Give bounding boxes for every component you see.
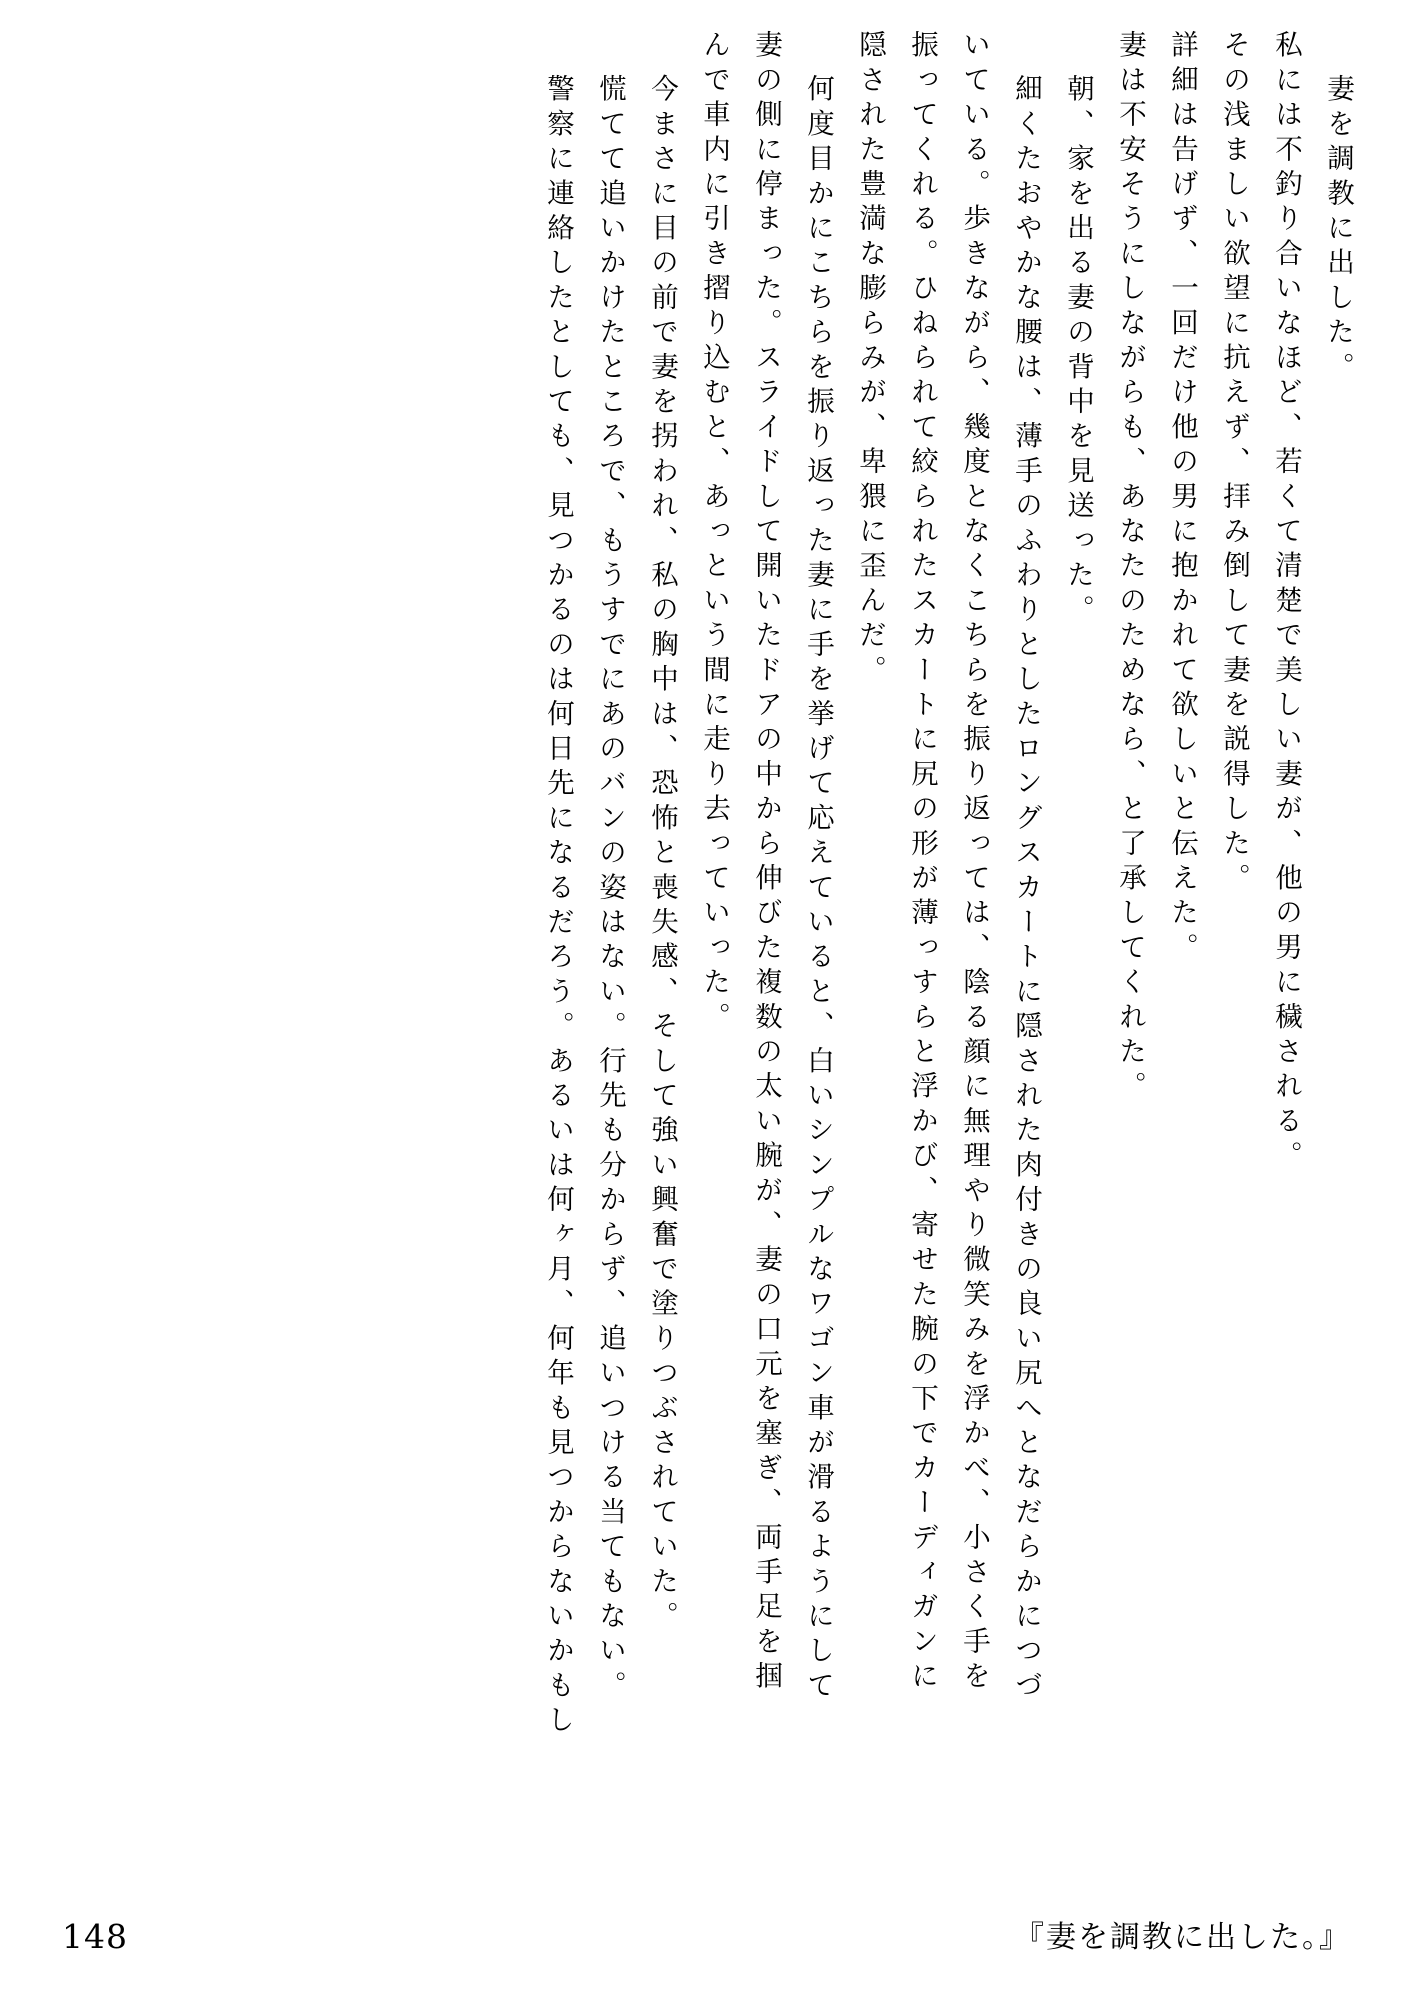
text-line: 今まさに目の前で妻を拐われ、私の胸中は、恐怖と喪失感、そして強い興奮で塗りつぶされていた。 xyxy=(646,74,678,1636)
page-footer xyxy=(0,1906,1413,1956)
page-number: 148 xyxy=(62,1917,128,1956)
text-line: 細くたおやかな腰は、薄手のふわりとしたロングスカートに隠された肉付きの良い尻へとなだらかにつづ xyxy=(1010,74,1042,1705)
text-line: いている。歩きながら、幾度となくこちらを振り返っては、陰る顔に無理やり微笑みを浮かべ、小さく手を xyxy=(958,30,990,1696)
text-line: んで車内に引き摺り込むと、あっという間に走り去っていった。 xyxy=(698,30,730,1037)
text-line: 警察に連絡したとしても、見つかるのは何日先になるだろう。あるいは何ヶ月、何年も見つからないかもし xyxy=(542,74,574,1740)
text-line: その浅ましい欲望に抗えず、拝み倒して妻を説得した。 xyxy=(1218,30,1250,898)
text-line: 隠された豊満な膨らみが、卑猥に歪んだ。 xyxy=(854,30,886,690)
text-line: 詳細は告げず、一回だけ他の男に抱かれて欲しいと伝えた。 xyxy=(1166,30,1198,967)
text-line: 妻は不安そうにしながらも、あなたのためなら、と了承してくれた。 xyxy=(1114,30,1146,1106)
text-line: 私には不釣り合いなほど、若くて清楚で美しい妻が、他の男に穢される。 xyxy=(1270,30,1302,1176)
text-line: 妻を調教に出した。 xyxy=(1322,74,1354,387)
text-line: 朝、家を出る妻の背中を見送った。 xyxy=(1062,74,1094,630)
text-line: 振ってくれる。ひねられて絞られたスカートに尻の形が薄っすらと浮かび、寄せた腕の下でカーディガンに xyxy=(906,30,938,1696)
text-line: 何度目かにこちらを振り返った妻に手を挙げて応えていると、白いシンプルなワゴン車が滑るようにして xyxy=(802,74,834,1705)
running-title: 『妻を調教に出した。』 xyxy=(1014,1920,1351,1955)
vertical-text-body xyxy=(111,30,1354,1870)
text-line: 慌てて追いかけたところで、もうすでにあのバンの姿はない。行先も分からず、追いつける当てもない。 xyxy=(594,74,626,1705)
text-line: 妻の側に停まった。スライドして開いたドアの中から伸びた複数の太い腕が、妻の口元を塞ぎ、両手足を掴 xyxy=(750,30,782,1696)
